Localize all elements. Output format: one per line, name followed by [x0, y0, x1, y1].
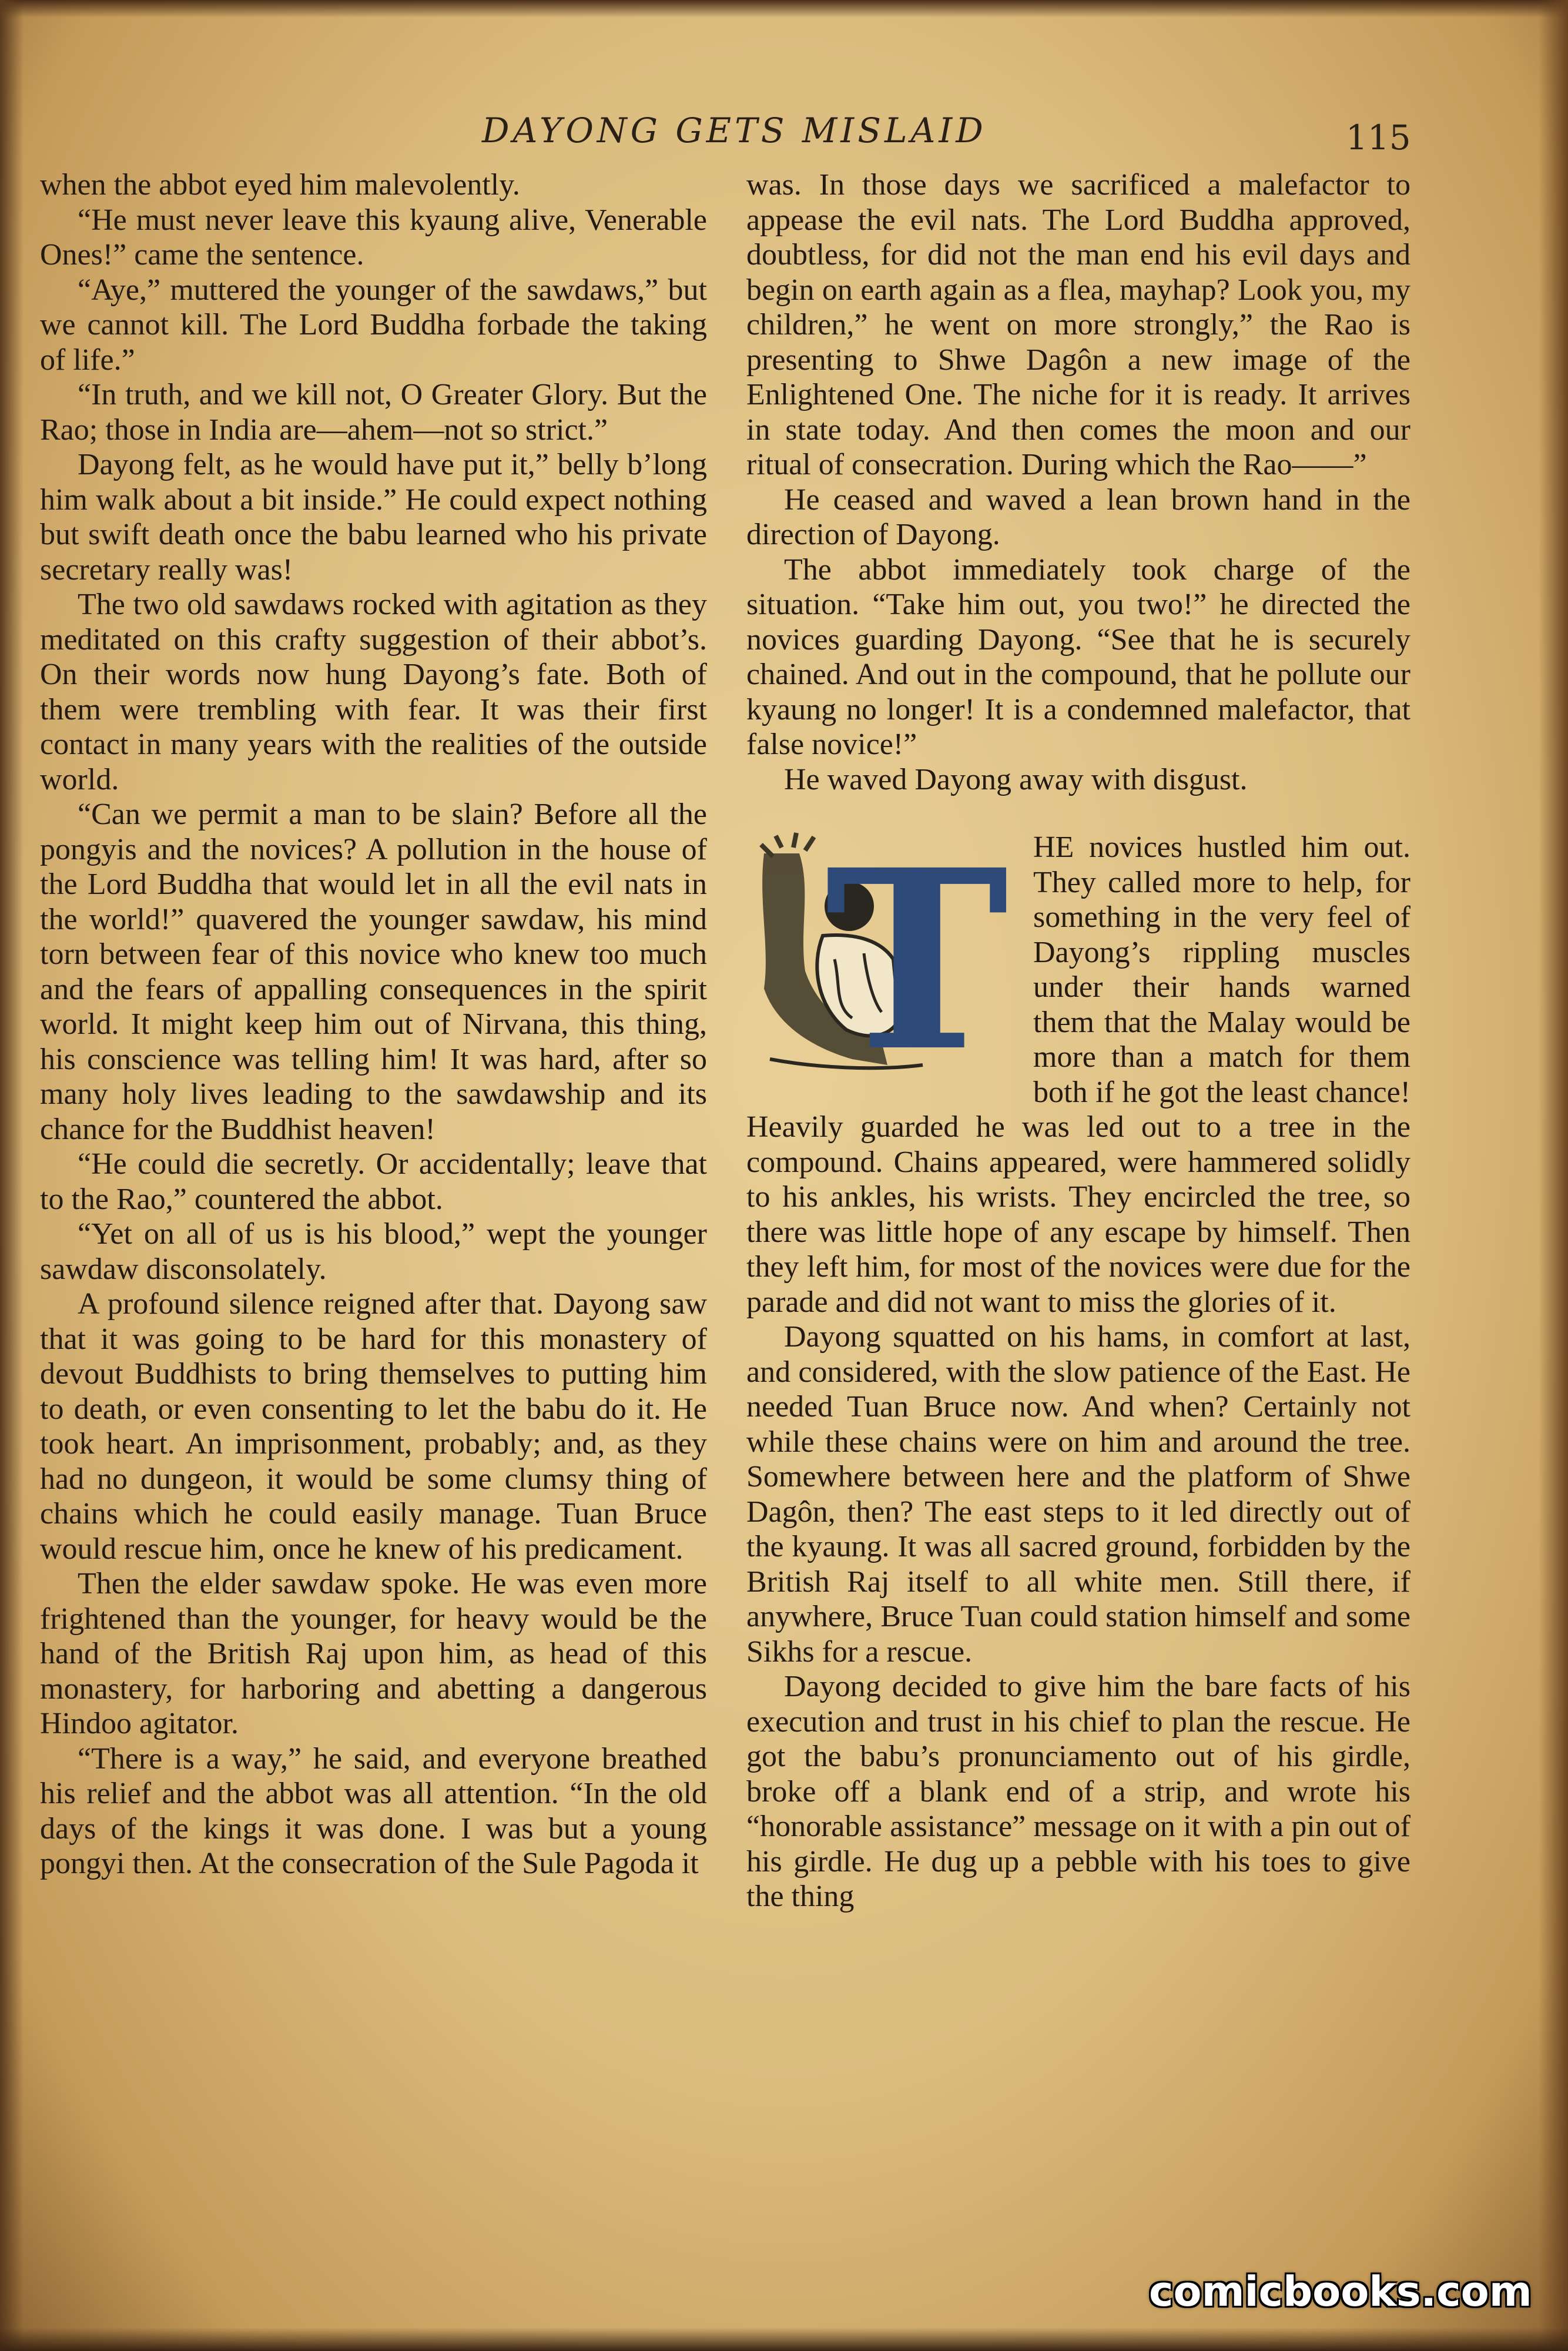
paragraph: Dayong felt, as he would have put it,” belly b’long him walk about a bit inside.” He could expect nothing but swift death once the babu learned who his private secretary really was!: [40, 448, 707, 587]
paragraph: “He could die secretly. Or accidentally; leave that to the Rao,” countered the abbot.: [40, 1147, 707, 1216]
left-text-column: [40, 168, 707, 1881]
drop-cap-letter: T: [825, 830, 1009, 1077]
paragraph: “There is a way,” he said, and everyone breathed his relief and the abbot was all attention. “In the old days of the kings it was done. I was but a young pongyi then. At the consecration of the Sule Pagoda it: [40, 1742, 707, 1880]
paragraph: Dayong decided to give him the bare facts of his execution and trust in his chief to plan the rescue. He got the babu’s pronunciamento out of his girdle, broke off a blank end of a strip, and wrote his “honorable assistance” message on it with a pin out of his girdle. He dug up a pebble with his toes to give the thing: [746, 1670, 1410, 1913]
page-edge-shadow: [1539, 0, 1568, 2351]
paragraph: “Aye,” muttered the younger of the sawdaws,” but we cannot kill. The Lord Buddha forbade the taking of life.”: [40, 273, 707, 377]
paragraph: The abbot immediately took charge of the situation. “Take him out, you two!” he directed the novices guarding Dayong. “See that he is securely chained. And out in the compound, that he pollute our kyaung no longer! It is a condemned malefactor, that false novice!”: [746, 552, 1410, 761]
paragraph: The two old sawdaws rocked with agitation as they meditated on this crafty suggestion of their abbot’s. On their words now hung Dayong’s fate. Both of them were trembling with fear. It was their first contact in many years with the realities of the outside world.: [40, 588, 707, 796]
running-head: DAYONG GETS MISLAID: [482, 110, 987, 150]
drop-cap-illustration: [746, 830, 1023, 1077]
drop-cap-paragraph: [746, 830, 1410, 1319]
paragraph: “He must never leave this kyaung alive, Venerable Ones!” came the sentence.: [40, 203, 707, 272]
drop-cap-svg: [746, 830, 1023, 1077]
paragraph: “Yet on all of us is his blood,” wept the younger sawdaw disconsolately.: [40, 1217, 707, 1286]
paragraph: “In truth, and we kill not, O Greater Glory. But the Rao; those in India are—ahem—not so strict.”: [40, 378, 707, 447]
page-edge-shadow: [0, 0, 24, 2351]
paragraph: He waved Dayong away with disgust.: [784, 762, 1248, 796]
page-edge-shadow: [0, 0, 1568, 18]
paragraph: He ceased and waved a lean brown hand in the direction of Dayong.: [746, 483, 1410, 551]
paragraph: A profound silence reigned after that. Dayong saw that it was going to be hard for this monastery of devout Buddhists to bring themselves to putting him to death, or even consenting to let the babu do it. He took heart. An imprisonment, probably; and, as they had no dungeon, it would be some clumsy thing of chains which he could easily manage. Tuan Bruce would rescue him, once he knew of his predicament.: [40, 1287, 707, 1566]
watermark: comicbooks.com: [1149, 2268, 1532, 2316]
paragraph: when the abbot eyed him malevolently.: [40, 168, 520, 202]
paragraph: “Can we permit a man to be slain? Before all the pongyis and the novices? A pollution in the house of the Lord Buddha that would let in all the evil nats in the world!” quavered the younger sawdaw, his mind torn between fear of this novice who knew too much and the fears of appalling consequences in the spirit world. It might keep him out of Nirvana, this thing, his conscience was telling him! It was hard, after so many holy lives leading to the sawdawship and its chance for the Buddhist heaven!: [40, 798, 707, 1146]
paragraph: Dayong squatted on his hams, in comfort at last, and considered, with the slow patience of the East. He needed Tuan Bruce now. And when? Certainly not while these chains were on him and around the tree. Somewhere between here and the platform of Shwe Dagôn, then? The east steps to it led directly out of the kyaung. It was all sacred ground, forbidden by the British Raj itself to all white men. Still there, if anywhere, Bruce Tuan could station himself and some Sikhs for a rescue.: [746, 1320, 1410, 1669]
page-number: 115: [1346, 118, 1411, 158]
paragraph: was. In those days we sacrificed a malefactor to appease the evil nats. The Lord Buddha approved, doubtless, for did not the man end his evil days and begin on earth again as a flea, mayhap? Look you, my children,” he went on more strongly,” the Rao is presenting to Shwe Dagôn a new image of the Enlightened One. The niche for it is ready. It arrives in state today. And then comes the moon and our ritual of consecration. During which the Rao——”: [746, 168, 1410, 481]
page-edge-shadow: [0, 2327, 1568, 2351]
paragraph: Then the elder sawdaw spoke. He was even more frightened than the younger, for heavy would be the hand of the British Raj upon him, as head of this monastery, for harboring and abetting a dangerous Hindoo agitator.: [40, 1567, 707, 1740]
right-text-column: [746, 168, 1410, 1914]
paragraph: HE novices hustled him out. They called more to help, for something in the very feel of Dayong’s rippling muscles under their hands warned them that the Malay would be more than a match for them both if he got the least chance! Heavily guarded he was led out to a tree in the compound. Chains appeared, were hammered solidly to his ankles, his wrists. They encircled the tree, so there was little hope of any escape by himself. Then they left him, for most of the novices were due for the parade and did not want to miss the glories of it.: [746, 830, 1410, 1319]
